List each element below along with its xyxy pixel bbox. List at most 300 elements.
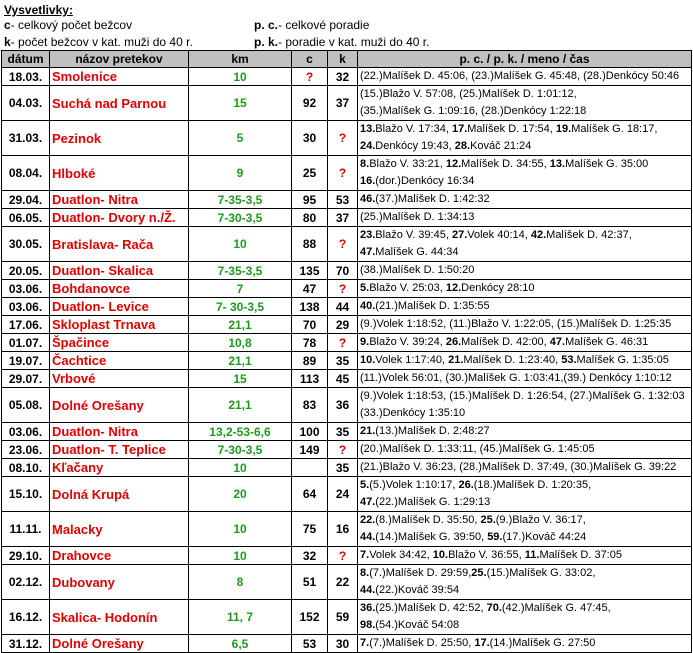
total-runners (292, 459, 328, 477)
result-segment: Blažo V. 39:24, (369, 336, 446, 348)
table-row (2, 209, 692, 227)
result-segment: 9. (360, 336, 370, 348)
result-segment: 26. (458, 479, 474, 491)
race-results (358, 209, 692, 227)
result-segment: (9.)Blažo V. 36:17, (495, 514, 586, 526)
table-row (2, 280, 692, 298)
race-distance: 21,1 (189, 316, 292, 334)
result-line (360, 191, 689, 208)
result-segment: (14.)Malíšek G. 27:50 (489, 637, 596, 649)
result-segment: 24. (360, 140, 376, 152)
race-results (358, 316, 692, 334)
result-segment: (20.)Malíšek D. 1:33:11, (45.)Malíšek G. 1:45:05 (360, 443, 595, 455)
race-distance: 10 (189, 227, 292, 262)
result-segment: 22. (360, 514, 376, 526)
table-row (2, 227, 692, 262)
table-row (2, 68, 692, 86)
result-segment: (21.)Malíšek D. 1:35:55 (375, 300, 490, 312)
result-line (360, 512, 689, 529)
category-runners: ? (328, 156, 358, 191)
race-distance: 7-30-3,5 (189, 209, 292, 227)
race-results (358, 477, 692, 512)
race-results (358, 334, 692, 352)
header-date: dátum (2, 51, 50, 68)
legend-title: Vysvetlivky: (4, 3, 73, 17)
table-row (2, 565, 692, 600)
result-segment: Blažo V. 39:45, (375, 229, 452, 241)
result-line (360, 334, 689, 351)
total-runners: 53 (292, 635, 328, 653)
result-segment: (5.)Volek 1:10:17, (369, 479, 459, 491)
result-segment: 16. (360, 175, 376, 187)
race-distance: 9 (189, 156, 292, 191)
race-distance: 8 (189, 565, 292, 600)
total-runners: 135 (292, 262, 328, 280)
result-segment: 8. (360, 158, 370, 170)
race-results (358, 565, 692, 600)
result-line (360, 423, 689, 440)
legend-c: c- celkový počet bežcov (4, 18, 133, 32)
result-segment: Malíšek G. 1:35:05 (576, 354, 669, 366)
result-segment: 12. (445, 158, 462, 170)
category-runners: 45 (328, 370, 358, 388)
result-segment: (35.)Malíšek G. 1:09:16, (28.)Denkócy 1:22:18 (360, 105, 587, 117)
category-runners: 59 (328, 600, 358, 635)
result-segment: Volek 40:14, (467, 229, 531, 241)
race-date: 08.04. (2, 156, 50, 191)
result-segment: Blažo V. 36:55, (448, 549, 525, 561)
legend-pc: p. c.- celkové poradie (254, 18, 370, 32)
result-line (360, 617, 689, 634)
race-results (358, 635, 692, 653)
total-runners: 138 (292, 298, 328, 316)
total-runners: 25 (292, 156, 328, 191)
result-line (360, 441, 689, 458)
race-distance: 7-30-3,5 (189, 441, 292, 459)
result-line (360, 138, 689, 155)
result-segment: (18.)Malíšek D. 1:20:35, (473, 479, 592, 491)
header-k: k (328, 51, 358, 68)
race-name: Skloplast Trnava (50, 316, 189, 334)
result-segment: 70. (486, 602, 502, 614)
result-segment: (8.)Malíšek D. 35:50, (375, 514, 481, 526)
table-row (2, 86, 692, 121)
race-date: 20.05. (2, 262, 50, 280)
total-runners: 64 (292, 477, 328, 512)
race-date: 16.12. (2, 600, 50, 635)
race-name: Duatlon- Skalica (50, 262, 189, 280)
race-results (358, 370, 692, 388)
result-segment: 47. (549, 336, 566, 348)
result-segment: 10. (360, 354, 376, 366)
result-segment: (37.)Malíšek D. 1:42:32 (375, 193, 490, 205)
result-segment: Malíšek D. 37:05 (539, 549, 622, 561)
race-results (358, 227, 692, 262)
results-table (1, 50, 692, 653)
result-segment: Denkócy 19:43, (375, 140, 455, 152)
result-segment: 42. (530, 229, 547, 241)
result-segment: 19. (555, 123, 572, 135)
header-c: c (292, 51, 328, 68)
result-segment: Blažo V. 33:21, (369, 158, 446, 170)
race-name: Čachtice (50, 352, 189, 370)
race-distance: 10 (189, 547, 292, 565)
result-segment: 25. (480, 514, 496, 526)
race-distance: 7-35-3,5 (189, 191, 292, 209)
result-segment: 47. (360, 246, 376, 258)
result-segment: (42.)Malíšek G. 47:45, (501, 602, 611, 614)
race-date: 03.06. (2, 298, 50, 316)
result-segment: Malíšek D. 42:00, (461, 336, 550, 348)
total-runners: 149 (292, 441, 328, 459)
race-name: Drahovce (50, 547, 189, 565)
result-line (360, 565, 689, 582)
result-segment: 13. (360, 123, 376, 135)
result-segment: 40. (360, 300, 376, 312)
race-distance: 6,5 (189, 635, 292, 653)
race-distance: 10 (189, 68, 292, 86)
race-name: Vrbové (50, 370, 189, 388)
total-runners: 152 (292, 600, 328, 635)
category-runners: 35 (328, 423, 358, 441)
race-results (358, 86, 692, 121)
category-runners: 24 (328, 477, 358, 512)
result-segment: 53. (561, 354, 577, 366)
race-date: 19.07. (2, 352, 50, 370)
total-runners: 83 (292, 388, 328, 423)
table-row (2, 388, 692, 423)
result-segment: Malíšek D. 34:55, (461, 158, 550, 170)
result-line (360, 227, 689, 244)
result-line (360, 316, 689, 333)
race-date: 02.12. (2, 565, 50, 600)
legend (0, 0, 693, 50)
result-line (360, 547, 689, 564)
race-name: Duatlon- T. Teplice (50, 441, 189, 459)
result-line (360, 121, 689, 138)
result-segment: (9.)Volek 1:18:52, (11.)Blažo V. 1:22:05, (15.)Malíšek D. 1:25:35 (360, 318, 672, 330)
race-results (358, 600, 692, 635)
race-distance: 15 (189, 86, 292, 121)
race-date: 11.11. (2, 512, 50, 547)
result-line (360, 262, 689, 279)
table-row (2, 191, 692, 209)
result-segment: 11. (524, 549, 540, 561)
total-runners: 47 (292, 280, 328, 298)
result-line (360, 582, 689, 599)
race-results (358, 512, 692, 547)
race-results (358, 121, 692, 156)
result-segment: Malíšek D. 17:54, (467, 123, 556, 135)
result-line (360, 68, 689, 85)
result-line (360, 494, 689, 511)
category-runners: ? (328, 547, 358, 565)
total-runners: ? (292, 68, 328, 86)
header-results: p. c. / p. k. / meno / čas (358, 51, 692, 68)
result-segment: 17. (474, 637, 490, 649)
result-line (360, 156, 689, 173)
race-results (358, 156, 692, 191)
result-segment: (13.)Malíšek D. 2:48:27 (375, 425, 490, 437)
result-line (360, 173, 689, 190)
result-line (360, 635, 689, 652)
result-line (360, 459, 689, 476)
category-runners: 30 (328, 635, 358, 653)
race-distance: 11, 7 (189, 600, 292, 635)
total-runners: 75 (292, 512, 328, 547)
race-name: Duatlon- Nitra (50, 423, 189, 441)
result-line (360, 103, 689, 120)
race-date: 17.06. (2, 316, 50, 334)
table-row (2, 316, 692, 334)
result-segment: (dor.)Denkócy 16:34 (375, 175, 475, 187)
result-segment: 21. (360, 425, 376, 437)
result-segment: Blažo V. 25:03, (369, 282, 446, 294)
category-runners: 70 (328, 262, 358, 280)
result-segment: (15.)Malíšek G. 33:02, (486, 567, 596, 579)
race-distance: 10,8 (189, 334, 292, 352)
race-date: 03.06. (2, 423, 50, 441)
result-segment: 98. (360, 619, 376, 631)
result-line (360, 244, 689, 261)
race-results (358, 352, 692, 370)
race-name: Duatlon- Levice (50, 298, 189, 316)
result-segment: 13. (549, 158, 566, 170)
result-segment: 8. (360, 567, 370, 579)
result-line (360, 352, 689, 369)
race-distance: 21,1 (189, 388, 292, 423)
table-row (2, 477, 692, 512)
race-results (358, 441, 692, 459)
race-name: Kľačany (50, 459, 189, 477)
result-segment: (15.)Blažo V. 57:08, (25.)Malíšek D. 1:01:12, (360, 88, 577, 100)
result-segment: 46. (360, 193, 376, 205)
race-results (358, 423, 692, 441)
result-segment: 28. (454, 140, 471, 152)
category-runners: ? (328, 227, 358, 262)
result-segment: Malíšek G. 46:31 (565, 336, 649, 348)
race-date: 29.04. (2, 191, 50, 209)
race-date: 15.10. (2, 477, 50, 512)
total-runners: 95 (292, 191, 328, 209)
race-date: 29.10. (2, 547, 50, 565)
result-segment: Volek 1:17:40, (375, 354, 449, 366)
category-runners: 35 (328, 352, 358, 370)
result-segment: Kováč 21:24 (470, 140, 532, 152)
table-row (2, 156, 692, 191)
race-name: Smolenice (50, 68, 189, 86)
table-row (2, 298, 692, 316)
race-date: 05.08. (2, 388, 50, 423)
race-distance: 21,1 (189, 352, 292, 370)
result-segment: (38.)Malíšek D. 1:50:20 (360, 264, 475, 276)
total-runners: 92 (292, 86, 328, 121)
result-segment: 59. (487, 531, 503, 543)
category-runners: ? (328, 121, 358, 156)
result-segment: 27. (451, 229, 468, 241)
category-runners: ? (328, 334, 358, 352)
result-line (360, 298, 689, 315)
race-distance: 15 (189, 370, 292, 388)
total-runners: 113 (292, 370, 328, 388)
race-results (358, 547, 692, 565)
table-row (2, 423, 692, 441)
result-segment: 5. (360, 479, 370, 491)
result-line (360, 600, 689, 617)
result-segment: Volek 34:42, (369, 549, 433, 561)
total-runners: 70 (292, 316, 328, 334)
result-segment: 25. (471, 567, 487, 579)
race-distance: 10 (189, 512, 292, 547)
result-segment: (21.)Blažo V. 36:23, (28.)Malíšek D. 37:49, (30.)Malíšek G. 39:22 (360, 461, 677, 473)
result-segment: 44. (360, 584, 376, 596)
result-segment: (25.)Malíšek D. 42:52, (375, 602, 487, 614)
result-segment: 17. (451, 123, 468, 135)
result-segment: Malíšek D. 42:37, (546, 229, 632, 241)
result-segment: (11.)Volek 56:01, (30.)Malíšek G. 1:03:41,(39.) Denkócy 1:10:12 (360, 372, 672, 384)
result-segment: (33.)Denkócy 1:35:10 (360, 407, 466, 419)
category-runners: 37 (328, 209, 358, 227)
header-km: km (189, 51, 292, 68)
race-name: Dubovany (50, 565, 189, 600)
table-row (2, 262, 692, 280)
result-segment: Blažo V. 17:34, (375, 123, 452, 135)
table-row (2, 121, 692, 156)
header-race-name: názov pretekov (50, 51, 189, 68)
race-results (358, 459, 692, 477)
race-name: Duatlon- Dvory n./Ž. (50, 209, 189, 227)
race-name: Pezinok (50, 121, 189, 156)
total-runners: 100 (292, 423, 328, 441)
race-distance: 20 (189, 477, 292, 512)
race-name: Špačince (50, 334, 189, 352)
race-date: 06.05. (2, 209, 50, 227)
result-line (360, 209, 689, 226)
total-runners: 88 (292, 227, 328, 262)
result-segment: (14.)Malíšek G. 39:50, (375, 531, 488, 543)
table-row (2, 512, 692, 547)
category-runners: 44 (328, 298, 358, 316)
total-runners: 30 (292, 121, 328, 156)
race-name: Dolné Orešany (50, 635, 189, 653)
result-segment: 26. (445, 336, 462, 348)
total-runners: 51 (292, 565, 328, 600)
result-segment: Malíšek G. 35:00 (565, 158, 649, 170)
race-date: 31.03. (2, 121, 50, 156)
race-date: 30.05. (2, 227, 50, 262)
result-segment: (54.)Kováč 54:08 (375, 619, 460, 631)
race-name: Malacky (50, 512, 189, 547)
total-runners: 89 (292, 352, 328, 370)
race-name: Hlboké (50, 156, 189, 191)
category-runners: ? (328, 441, 358, 459)
result-line (360, 405, 689, 422)
result-segment: Malíšek D. 1:23:40, (463, 354, 562, 366)
result-segment: 47. (360, 496, 376, 508)
race-date: 23.06. (2, 441, 50, 459)
race-distance: 7- 30-3,5 (189, 298, 292, 316)
result-segment: (22.)Kováč 39:54 (375, 584, 460, 596)
category-runners: 36 (328, 388, 358, 423)
table-row (2, 600, 692, 635)
race-name: Bratislava- Rača (50, 227, 189, 262)
result-segment: Malíšek G. 18:17, (571, 123, 658, 135)
result-segment: 5. (360, 282, 370, 294)
race-date: 03.06. (2, 280, 50, 298)
table-row (2, 547, 692, 565)
race-date: 18.03. (2, 68, 50, 86)
race-distance: 5 (189, 121, 292, 156)
result-segment: (17.)Kováč 44:24 (502, 531, 587, 543)
result-segment: 7. (360, 637, 370, 649)
result-segment: (7.)Malíšek D. 29:59, (369, 567, 472, 579)
legend-k: k- počet bežcov v kat. muži do 40 r. (4, 35, 193, 49)
total-runners: 32 (292, 547, 328, 565)
result-segment: 23. (360, 229, 376, 241)
table-body (2, 68, 692, 653)
race-distance: 13,2-53-6,6 (189, 423, 292, 441)
result-segment: (22.)Malíšek G. 1:29:13 (375, 496, 491, 508)
result-segment: Denkócy 28:10 (461, 282, 535, 294)
race-distance: 10 (189, 459, 292, 477)
race-date: 04.03. (2, 86, 50, 121)
result-segment: (22.)Malíšek D. 45:06, (23.)Malíšek G. 45:48, (28.)Denkócy 50:46 (360, 70, 680, 82)
table-header-row (2, 51, 692, 68)
result-line (360, 529, 689, 546)
result-line (360, 477, 689, 494)
result-segment: 7. (360, 549, 370, 561)
race-name: Skalica- Hodonín (50, 600, 189, 635)
category-runners: 53 (328, 191, 358, 209)
category-runners: 32 (328, 68, 358, 86)
race-date: 29.07. (2, 370, 50, 388)
race-results (358, 388, 692, 423)
result-segment: (7.)Malíšek D. 25:50, (369, 637, 475, 649)
race-name: Duatlon- Nitra (50, 191, 189, 209)
result-line (360, 388, 689, 405)
result-segment: 44. (360, 531, 376, 543)
race-results (358, 68, 692, 86)
category-runners: ? (328, 280, 358, 298)
race-name: Bohdanovce (50, 280, 189, 298)
category-runners: 22 (328, 565, 358, 600)
total-runners: 78 (292, 334, 328, 352)
result-segment: 36. (360, 602, 376, 614)
result-segment: (25.)Malíšek D. 1:34:13 (360, 211, 475, 223)
category-runners: 35 (328, 459, 358, 477)
category-runners: 37 (328, 86, 358, 121)
result-line (360, 86, 689, 103)
table-row (2, 352, 692, 370)
result-segment: (9.)Volek 1:18:53, (15.)Malíšek D. 1:26:54, (27.)Malíšek G. 1:32:03 (360, 390, 685, 402)
result-segment: 12. (445, 282, 462, 294)
race-results (358, 298, 692, 316)
total-runners: 80 (292, 209, 328, 227)
race-date: 01.07. (2, 334, 50, 352)
race-name: Suchá nad Parnou (50, 86, 189, 121)
race-name: Dolná Krupá (50, 477, 189, 512)
table-row (2, 334, 692, 352)
table-row (2, 459, 692, 477)
race-distance: 7-35-3,5 (189, 262, 292, 280)
table-row (2, 370, 692, 388)
category-runners: 29 (328, 316, 358, 334)
table-row (2, 635, 692, 653)
result-line (360, 280, 689, 297)
category-runners: 16 (328, 512, 358, 547)
race-results (358, 262, 692, 280)
result-line (360, 370, 689, 387)
